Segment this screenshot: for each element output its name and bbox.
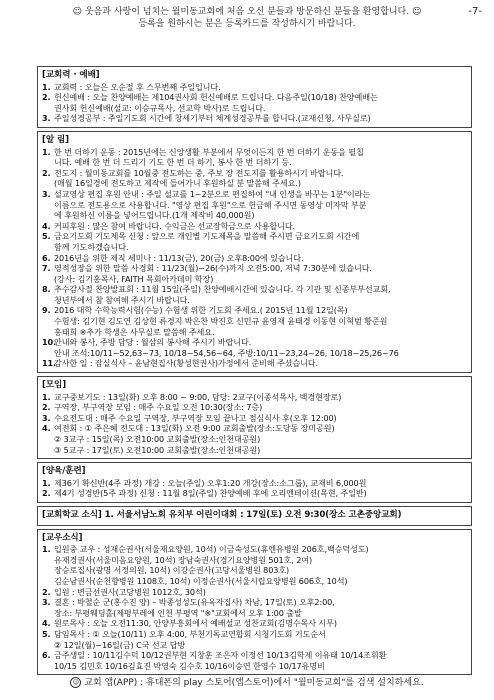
item-number: 5. xyxy=(42,628,51,639)
item-number: 3. xyxy=(42,412,51,423)
item-number: 10. xyxy=(42,337,57,348)
list-item xyxy=(42,231,467,242)
item-text: 추수감사절 찬양발표회 : 11월 15일(주일) 찬양예배시간에 있습니다. 각 기관 및 신종부부선교회, xyxy=(54,284,391,295)
item-number xyxy=(42,576,54,587)
item-text: 청년부에서 참 참여해 주시기 바랍니다. xyxy=(54,294,190,305)
item-number xyxy=(42,178,54,189)
list-item xyxy=(42,82,467,93)
item-text: 안내와 봉사, 주방 담당 : 월삼의 봉사해 주시기 바랍니다. xyxy=(54,337,252,348)
item-text: 결혼 : 박철순 군(홍수진 양) – 박종성성도(유옥자집사) 차남, 17일(토) 오후2:00, xyxy=(54,597,335,608)
item-number: 5. xyxy=(42,231,51,242)
item-number xyxy=(42,295,54,306)
item-number: 1. xyxy=(42,391,51,402)
church-app-icon: ☺ xyxy=(70,677,81,688)
item-number: 6. xyxy=(42,650,51,661)
smile-icon: ☺ xyxy=(72,7,83,17)
smile-icon: ☺ xyxy=(411,7,422,17)
item-number xyxy=(42,327,54,338)
item-text: 금주생일 : 10/11김수덕 10/12권부현 지창훈 조은자 이정선 10/13김학제 이유태 10/14조휘환 xyxy=(54,650,387,661)
item-number: 4. xyxy=(42,423,51,434)
item-number: 1. xyxy=(42,544,51,555)
list-item xyxy=(42,358,467,369)
welcome-text: 웃음과 사랑이 넘치는 월미동교회에 처음 오신 분들과 방문하신 분들을 환영합니다. xyxy=(84,7,410,17)
item-number: 8. xyxy=(42,284,51,295)
item-text: 2016 대학 수학능력시험(수능) 수험생 위한 기도회 주세요.( 2015년 11월 12일(목) xyxy=(54,305,348,316)
item-text: 커피후원 : 많은 참여 바랍니다. 수익금은 선교장학금으로 사용합니다. xyxy=(54,220,296,231)
section-title: [모임] xyxy=(42,380,67,391)
bulletin-body xyxy=(37,66,472,671)
item-text: 설교영상 편집 후원 안내 : 주일 설교를 1~2분으로 편집하여 "내 인생을 바꾸는 1분"이라는 xyxy=(54,188,371,199)
item-text: 담임목사 : ① 오늘(10/11) 오후 4:00, 부천기독교연합회 시청기도회 기도순서 xyxy=(54,628,326,639)
list-item xyxy=(42,544,467,555)
item-text: 2016년을 위한 제직 세미나 : 11/13(금), 20(금) 오후8:00에 있습니다. xyxy=(54,252,304,263)
item-text: 제4기 성경반(5주 과정) 신청 : 11월 8일(주일) 찬양예배 후에 오리엔테이션(목현, 주일반) xyxy=(54,488,367,499)
list-item xyxy=(42,650,467,661)
item-text: 장소: 부평웨딩홀(제평부레에 인천 부평역 "※"교회에서 오후 1:00 출발 xyxy=(54,607,302,618)
item-number: 2. xyxy=(42,488,51,499)
item-text: 제36기 확신반(4주 과정) 개강 : 오늘(주일) 오후1:20 개강(장소:소그룹), 교재비 6,000원 xyxy=(54,477,367,488)
page-number: -7- xyxy=(468,6,482,17)
worship-section xyxy=(37,66,472,128)
item-number: 4. xyxy=(42,618,51,629)
item-number xyxy=(42,200,54,211)
item-text: (매월 16일경에 전도하고 제작에 들어가니 후원하실 분 말씀해 주세요.) xyxy=(54,178,301,189)
header-line-1 xyxy=(10,6,484,18)
item-number: 2. xyxy=(42,586,51,597)
item-number: 3. xyxy=(42,188,51,199)
item-text: 원로목사 : 오늘 오전11:30, 안양부흥회에서 예배설교 성찬교회(김명수목사 시무) xyxy=(54,618,337,629)
item-number: 1. xyxy=(42,146,51,157)
list-item xyxy=(42,413,467,424)
list-item xyxy=(42,200,467,211)
list-item xyxy=(42,608,467,619)
item-number: 4. xyxy=(42,220,51,231)
item-text: 수요전도대 : 매주 수요일 구역장, 부구역장 모임 끝나고 점심식사 후(오후 12:00) xyxy=(54,412,337,423)
item-text: 안내 조석:10/11~52,63~73, 10/18~54,56~64, 주방:10/11~23,24~26, 10/18~25,26~76 xyxy=(54,347,399,358)
item-number: 7. xyxy=(42,263,51,274)
list-item xyxy=(42,221,467,232)
item-text: 권사회 헌신예배(설교: 이승규목사, 선교학 박사)로 드립니다. xyxy=(54,102,266,113)
list-item xyxy=(42,147,467,158)
list-item xyxy=(42,618,467,629)
item-number xyxy=(42,316,54,327)
footer-text: 교회 앱(APP) : 휴대폰의 play 스토어(앱스토어)에서 "월미동교회"를 검색 설치하세요. xyxy=(84,678,424,688)
list-item xyxy=(42,178,467,189)
list-item xyxy=(42,434,467,445)
header-notice xyxy=(10,6,484,30)
section-title: [교회학교 소식] 1. 서울서남노회 유치부 어린이대회 : 17일(토) 오전 9:30(장소 고촌중앙교회) xyxy=(42,509,402,520)
item-number: 1. xyxy=(42,81,51,92)
item-text: 입원 : 변금선권사(고당병원 1012호, 30석) xyxy=(54,586,206,597)
education-section xyxy=(37,462,472,503)
members-section xyxy=(37,529,472,676)
section-title: [양육/훈련] xyxy=(42,466,86,477)
list-item xyxy=(42,113,467,124)
item-text: 주일성경공부 : 주일기도회 시간에 창세기부터 체계성경공부를 합니다.(교재신청, 사무실로) xyxy=(54,113,371,124)
list-item xyxy=(42,576,467,587)
list-item xyxy=(42,284,467,295)
item-number xyxy=(42,242,54,253)
list-item xyxy=(42,555,467,566)
item-number xyxy=(42,661,54,672)
item-text: 입원중 교우 : 성재순권사(서울재요양원, 10석) 이금숙성도(휴엔유병원 206호,백승덕성도) xyxy=(54,544,369,555)
list-item xyxy=(42,168,467,179)
item-text: 교회력 : 오늘은 오순절 후 스무번째 주일입니다. xyxy=(54,81,221,92)
item-text: 에 후원하신 이름을 넣어드립니다.(1개 제작비 40,000원) xyxy=(54,210,255,221)
church-school-section xyxy=(37,506,472,526)
item-text: 한 번 더하기 운동 : 2015년에는 신앙생활 부분에서 무엇이든지 한 번 더하기 운동을 펼칩 xyxy=(54,146,364,157)
item-text: ② 12일(월)~16일(금) C국 선교 답방 xyxy=(54,639,186,650)
news-section xyxy=(37,131,472,373)
list-item xyxy=(42,253,467,264)
item-number: 2. xyxy=(42,167,51,178)
list-item xyxy=(42,263,467,274)
item-text: 교구중보기도 : 13일(화) 오후 8:00 ~ 9:00, 담당: 2교구(이종석목사, 백경현장로) xyxy=(54,391,342,402)
list-item xyxy=(42,305,467,316)
item-number xyxy=(42,608,54,619)
item-number xyxy=(42,640,54,651)
list-item xyxy=(42,597,467,608)
item-text: 홍태희 ※추가 학생은 사무실로 말씀해 주세요. xyxy=(54,326,215,337)
item-text: 유재경권사(서울미음요양원, 10석) 장남숙권사(경기요양병원 501호, 2여) xyxy=(54,554,313,565)
item-text: 10/15 김민호 10/16김효진 박영숙 김수호 10/16이승연 한영수 10/17유명비 xyxy=(54,660,325,671)
item-number: 2. xyxy=(42,92,51,103)
item-number xyxy=(42,555,54,566)
item-text: 영적성장을 위한 말씀 사경회 : 11/23(월)~26(수)까지 오전5:00, 저녁 7:30분에 있습니다. xyxy=(54,263,372,274)
item-text: (강사: 김기홍목사, FAITH 목회아카데미 학장) xyxy=(54,273,214,284)
item-text: 니다. 예배 한 번 더 드리기 기도 한 번 더 하기, 봉사 한 번 더하기 등. xyxy=(54,157,292,168)
meetings-section xyxy=(37,376,472,459)
list-item xyxy=(42,478,467,489)
item-number: 3. xyxy=(42,597,51,608)
item-text: 전도지 : 월미동교회를 10월중 전도하는 중, 주보 장 전도지를 활용하시기 바랍니다. xyxy=(54,167,344,178)
list-item xyxy=(42,189,467,200)
list-item xyxy=(42,488,467,499)
list-item xyxy=(42,210,467,221)
list-item xyxy=(42,295,467,306)
item-text: 감사한 일 : 잠실식사 – 윤남현집사(황성현권사)가정에서 준비해 주셨습니다. xyxy=(54,358,319,369)
item-text: 이름으로 전도용으로 사용합니다. "영상 편집 후원"으로 헌금해 주시면 동영상 미자막 부분 xyxy=(54,199,367,210)
list-item xyxy=(42,348,467,359)
item-number: 3. xyxy=(42,113,51,124)
list-item xyxy=(42,423,467,434)
item-text: 수험생: 김기현 김도연 김상현 류경지 박은찬 박진호 신민규 윤영재 윤태경 이동현 이혁범 황준원 xyxy=(54,316,388,327)
item-text: 구역장, 부구역장 모임 : 매주 수요일 오전 10:30(장소: 7층) xyxy=(54,402,263,413)
header-line-2: 등록을 원하시는 분은 등록카드를 작성하시기 바랍니다. xyxy=(138,19,356,29)
item-text: ③ 5교구 : 17일(토) 오전10:00 교회출발(장소:인천대공원) xyxy=(54,444,261,455)
item-number xyxy=(42,103,54,114)
list-item xyxy=(42,629,467,640)
list-item xyxy=(42,565,467,576)
section-title: [교회력 · 예배] xyxy=(42,70,100,80)
item-text: ② 3교구 : 15일(목) 오전10:00 교회출발(장소:인천대공원) xyxy=(54,434,261,444)
list-item xyxy=(42,337,467,348)
item-number: 9. xyxy=(42,305,51,316)
list-item xyxy=(42,445,467,456)
list-item xyxy=(42,274,467,285)
item-number xyxy=(42,434,54,445)
item-number xyxy=(42,445,54,456)
item-number xyxy=(42,565,54,576)
item-number: 6. xyxy=(42,252,51,263)
list-item xyxy=(42,402,467,413)
list-item xyxy=(42,640,467,651)
footer-notice xyxy=(10,675,484,688)
item-number xyxy=(42,210,54,221)
item-number: 11. xyxy=(42,358,57,369)
section-title: [알 림] xyxy=(42,134,69,145)
list-item xyxy=(42,661,467,672)
list-item xyxy=(42,103,467,114)
list-item xyxy=(42,327,467,338)
list-item xyxy=(42,316,467,327)
list-item xyxy=(42,392,467,403)
item-text: 여전회 : ① 주은혜 전도대 : 13일(화) 오전 9:00 교회출발(장소:도당동 장미공원) xyxy=(54,423,335,434)
list-item xyxy=(42,157,467,168)
item-number: 2. xyxy=(42,402,51,413)
list-item xyxy=(42,92,467,103)
item-text: 헌신예배 : 오늘 찬양예배는 제104권사회 헌신예배로 드립니다. 다음주일(10/18) 찬양예배는 xyxy=(54,92,378,103)
item-text: 김순남권사(순천향병원 1108호, 10석) 이정순권사(서울시립요양병원 606호, 10석) xyxy=(54,575,348,586)
item-number: 1. xyxy=(42,477,51,488)
item-number xyxy=(42,274,54,285)
item-text: 장승로집사(광명 서정의원, 10석) 이강순권사(고당서울병원 803호) xyxy=(54,565,290,576)
list-item xyxy=(42,587,467,598)
item-number xyxy=(42,348,54,359)
list-item xyxy=(42,242,467,253)
item-number xyxy=(42,157,54,168)
item-text: 함께 기도하겠습니다. xyxy=(54,241,129,252)
item-text: 금요기도회 기도제목 신청 : 앞으로 개인별 기도제목을 말씀해 주시면 금요기도회 시간에 xyxy=(54,231,360,242)
section-title: [교우소식] xyxy=(42,532,83,543)
